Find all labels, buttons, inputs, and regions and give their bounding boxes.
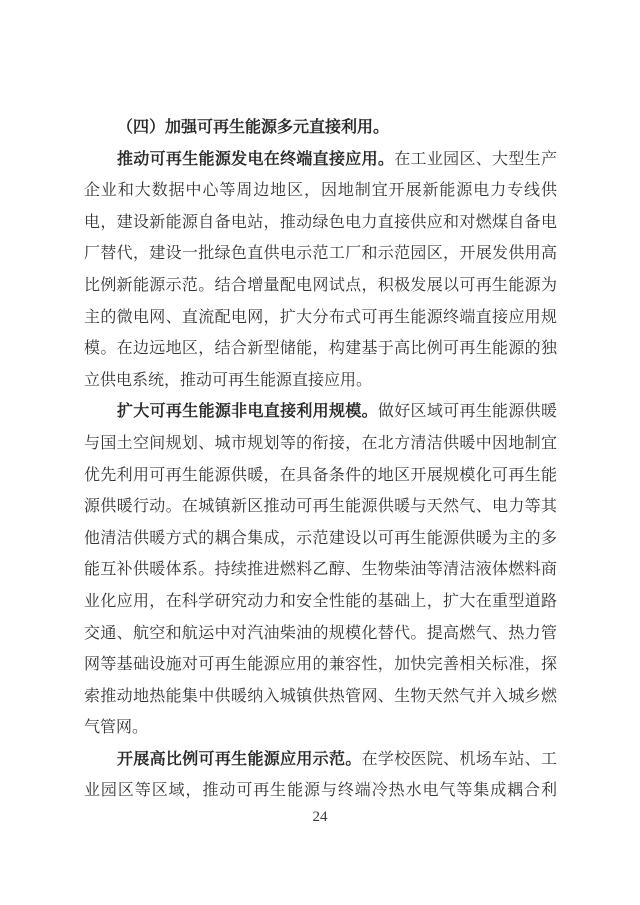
text-line xyxy=(84,712,557,744)
text-line xyxy=(84,586,557,618)
text-line xyxy=(84,618,557,650)
line-text: 比例新能源示范。结合增量配电网试点，积极发展以可再生能源为 xyxy=(84,276,557,294)
paragraph-lead-bold: （四）加强可再生能源多元直接利用。 xyxy=(117,119,390,136)
line-text: 能互补供暖体系。持续推进燃料乙醇、生物柴油等清洁液体燃料商 xyxy=(84,561,557,579)
line-text: 气管网。 xyxy=(84,719,149,737)
line-text: 与国土空间规划、城市规划等的衔接，在北方清洁供暖中因地制宜 xyxy=(84,434,557,452)
text-line xyxy=(84,649,557,681)
text-line xyxy=(84,302,557,334)
text-line xyxy=(84,681,557,713)
line-text: 立供电系统，推动可再生能源直接应用。 xyxy=(84,371,373,389)
line-text: 企业和大数据中心等周边地区，因地制宜开展新能源电力专线供 xyxy=(84,182,557,200)
text-line xyxy=(84,428,557,460)
line-text: 在工业园区、大型生产 xyxy=(394,150,557,168)
text-line xyxy=(84,554,557,586)
line-text: 源供暖行动。在城镇新区推动可再生能源供暖与天然气、电力等其 xyxy=(84,498,557,516)
text-line xyxy=(84,460,557,492)
text-line xyxy=(84,744,557,776)
document-body xyxy=(84,112,557,807)
line-text: 在学校医院、机场车站、工 xyxy=(361,750,557,768)
text-line xyxy=(84,523,557,555)
line-text: 交通、航空和航运中对汽油柴油的规模化替代。提高燃气、热力管 xyxy=(84,624,557,642)
text-line xyxy=(84,333,557,365)
line-text: 优先利用可再生能源供暖，在具备条件的地区开展规模化可再生能 xyxy=(84,466,557,484)
line-text: 做好区域可再生能源供暖 xyxy=(377,403,557,421)
line-text: 业化应用，在科学研究动力和安全性能的基础上，扩大在重型道路 xyxy=(84,592,557,610)
text-line xyxy=(84,238,557,270)
text-line xyxy=(84,491,557,523)
text-line xyxy=(84,144,557,176)
line-text: 业园区等区域，推动可再生能源与终端冷热水电气等集成耦合利 xyxy=(84,782,557,800)
text-line xyxy=(84,365,557,397)
text-line xyxy=(84,112,557,144)
line-text: 他清洁供暖方式的耦合集成，示范建设以可再生能源供暖为主的多 xyxy=(84,529,557,547)
paragraph-lead-bold: 扩大可再生能源非电直接利用规模。 xyxy=(117,403,378,421)
paragraph-lead-bold: 开展高比例可再生能源应用示范。 xyxy=(117,750,362,768)
line-text: 主的微电网、直流配电网，扩大分布式可再生能源终端直接应用规 xyxy=(84,308,557,326)
text-line xyxy=(84,207,557,239)
line-text: 网等基础设施对可再生能源应用的兼容性，加快完善相关标准，探 xyxy=(84,656,557,674)
line-text: 索推动地热能集中供暖纳入城镇供热管网、生物天然气并入城乡燃 xyxy=(84,687,557,705)
paragraph-lead-bold: 推动可再生能源发电在终端直接应用。 xyxy=(117,150,395,168)
line-text: 模。在边远地区，结合新型储能，构建基于高比例可再生能源的独 xyxy=(84,340,557,358)
text-line xyxy=(84,270,557,302)
page-number: 24 xyxy=(312,809,328,825)
text-line xyxy=(84,396,557,428)
line-text: 电，建设新能源自备电站，推动绿色电力直接供应和对燃煤自备电 xyxy=(84,213,557,231)
text-line xyxy=(84,175,557,207)
line-text: 厂替代，建设一批绿色直供电示范工厂和示范园区，开展发供用高 xyxy=(84,245,557,263)
text-line xyxy=(84,775,557,807)
